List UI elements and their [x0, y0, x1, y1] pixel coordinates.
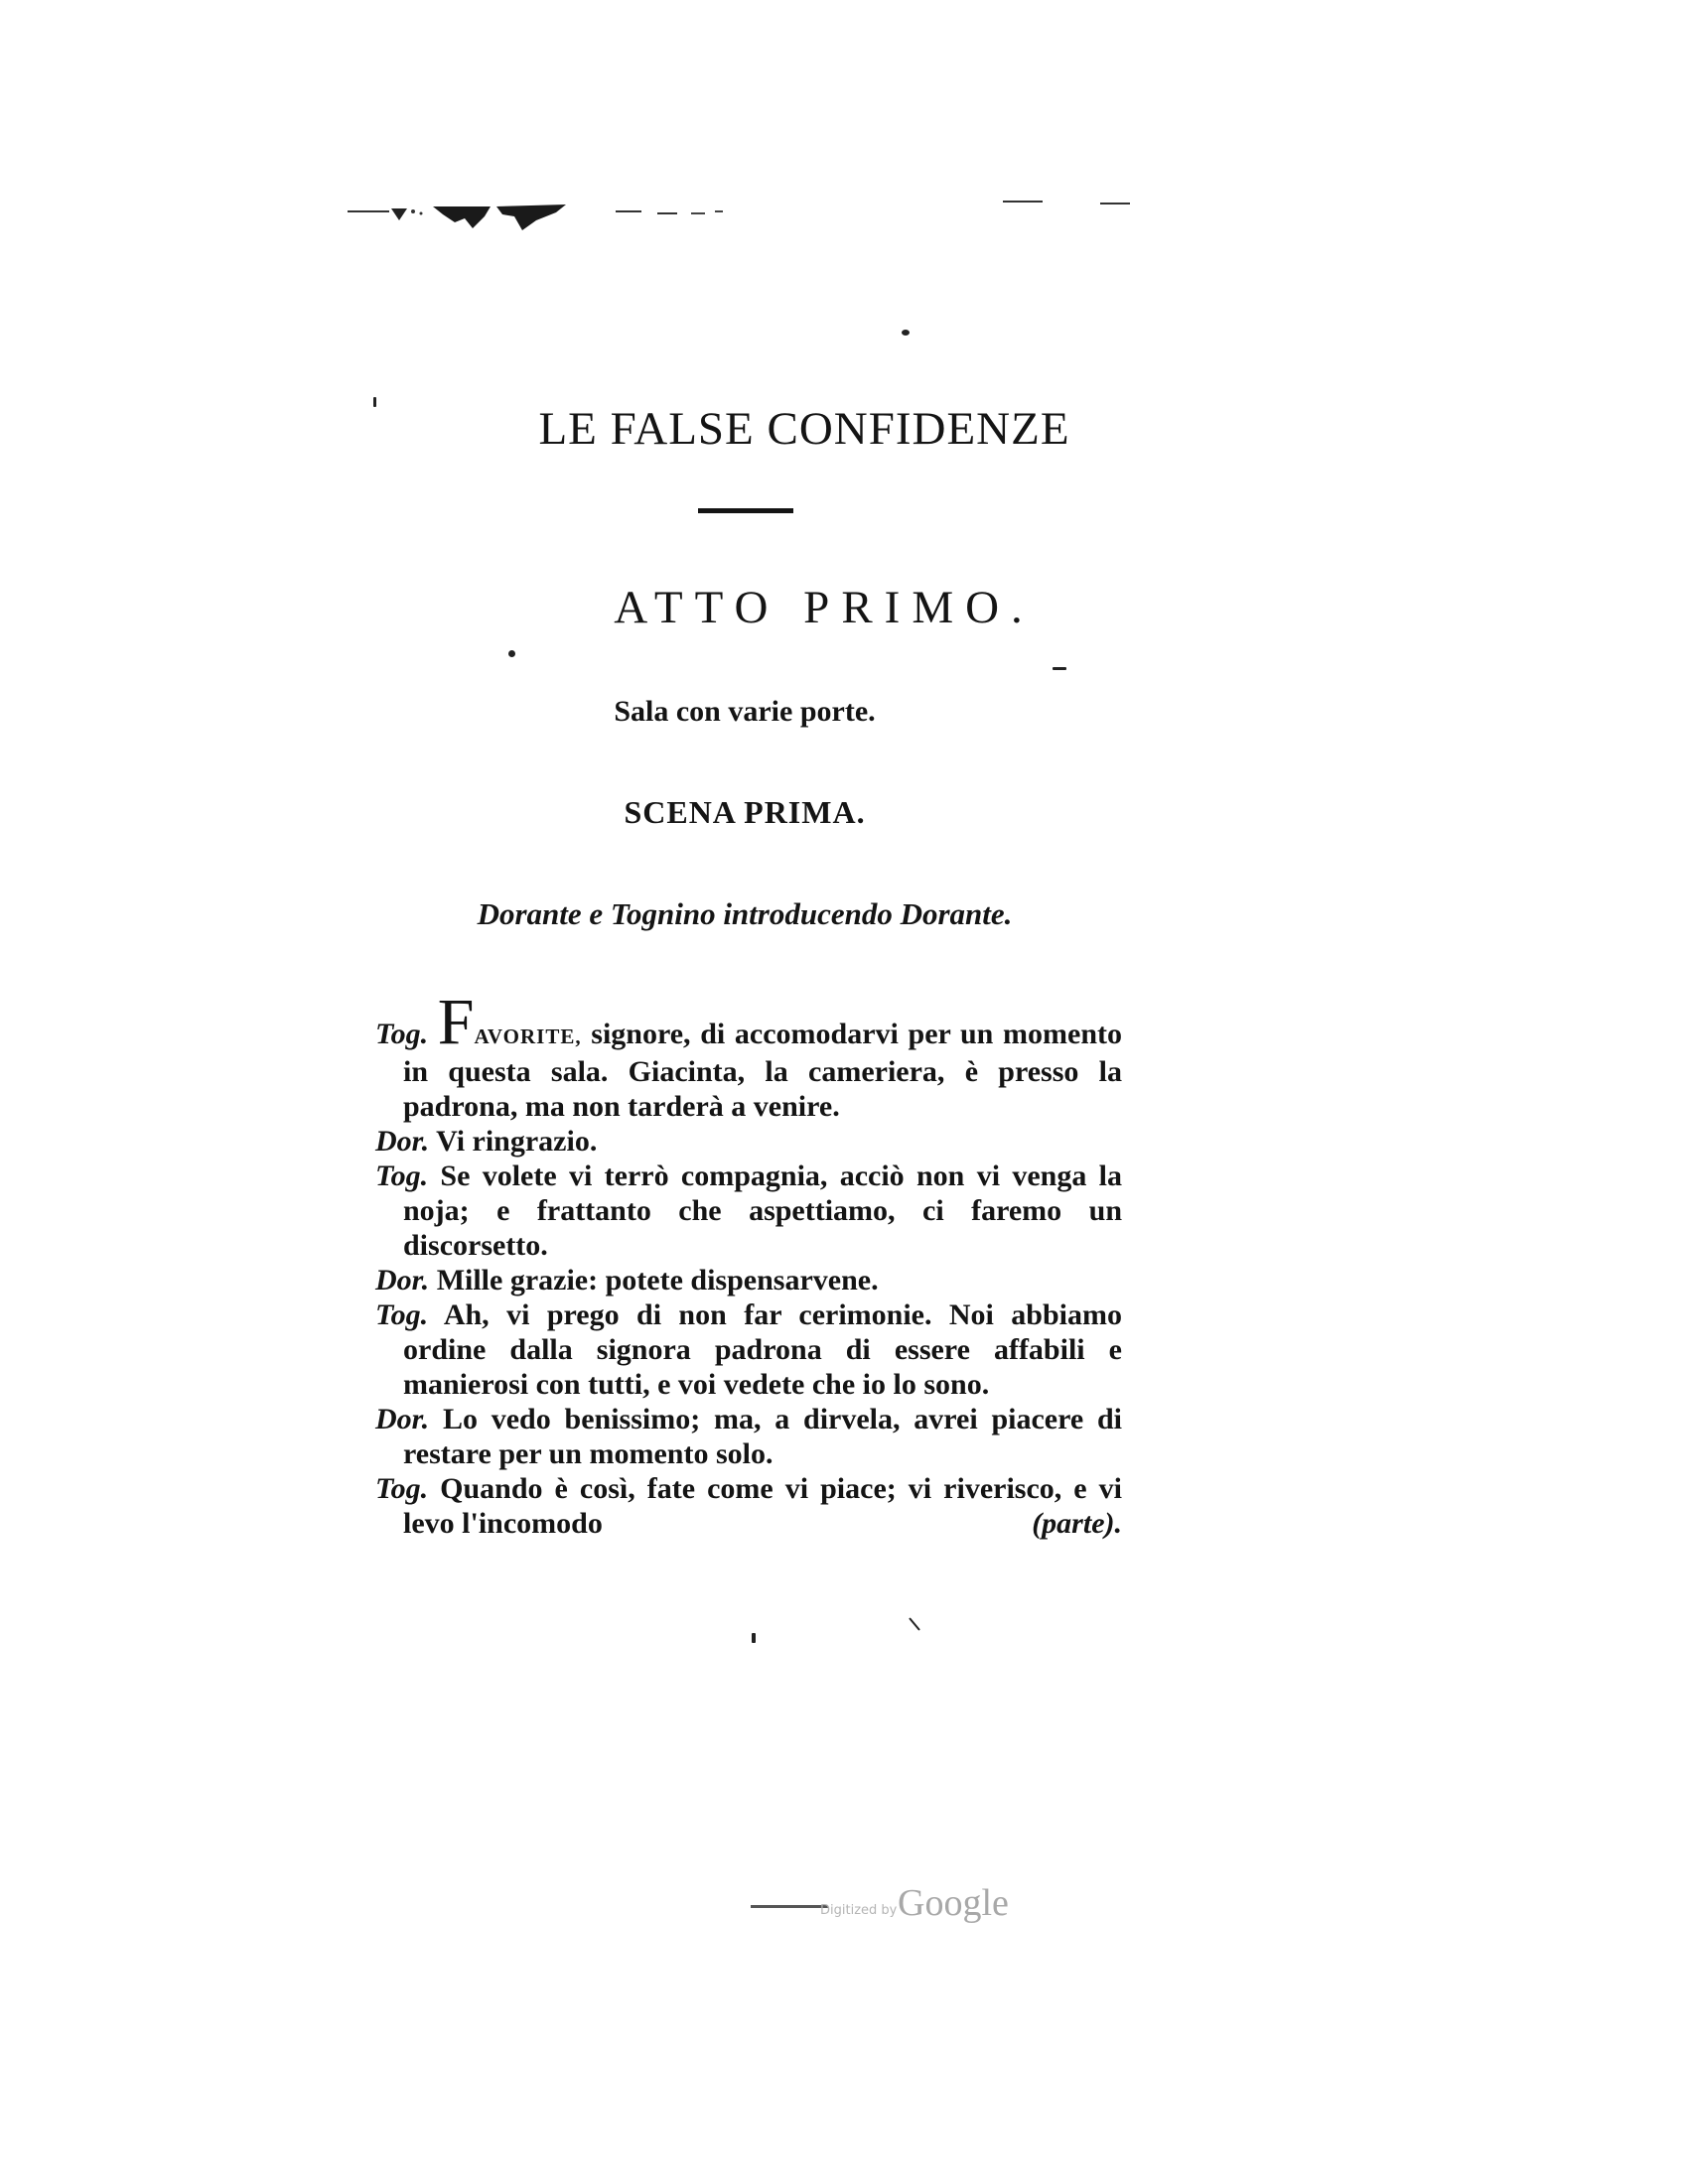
speaker-name: Dor.: [375, 1264, 430, 1297]
play-title: LE FALSE CONFIDENZE: [538, 403, 1070, 455]
ink-speck: [752, 1633, 756, 1643]
ink-speck: [1053, 667, 1066, 670]
speaker-name: Dor.: [375, 1125, 430, 1158]
speaker-name: Tog.: [375, 1298, 429, 1331]
dialogue-line: [375, 1471, 1122, 1541]
dialogue-text: Lo vedo benissimo; ma, a dirvela, avrei piacere di restare per un momento solo.: [403, 1403, 1122, 1470]
setting-line: Sala con varie porte.: [614, 695, 876, 728]
speaker-name: Tog.: [375, 1472, 429, 1505]
dialogue-line: [375, 1297, 1122, 1402]
dialogue-text: Vi ringrazio.: [429, 1125, 598, 1158]
dialogue-text: Se volete vi terrò compagnia, acciò non vi venga la noja; e frattanto che aspettiamo, ci faremo un discorsetto.: [403, 1160, 1122, 1262]
dialogue-text: Ah, vi prego di non far cerimonie. Noi abbiamo ordine dalla signora padrona di essere affabili e manierosi con tutti, e voi vedete che io lo sono.: [403, 1298, 1122, 1401]
dialogue-line: [375, 986, 1122, 1124]
ink-speck: [909, 1617, 920, 1631]
ink-speck: [508, 650, 515, 657]
dialogue-line: [375, 1124, 1122, 1159]
digitized-label: Digitized by: [820, 1903, 898, 1918]
dialogue-text: Quando è così, fate come vi piace; vi riverisco, e vi levo l'incomodo: [403, 1472, 1122, 1540]
dialogue-line: [375, 1263, 1122, 1297]
digitization-watermark: [751, 1881, 1049, 1931]
scene-heading: SCENA PRIMA.: [624, 794, 866, 830]
google-logo: Google: [898, 1882, 1009, 1924]
stage-direction: (parte).: [1032, 1507, 1122, 1540]
speaker-name: Dor.: [375, 1403, 430, 1435]
speaker-name: Tog.: [375, 1160, 429, 1192]
dialogue-text: Mille grazie: potete dispensarvene.: [429, 1264, 879, 1297]
drop-cap: F: [437, 986, 475, 1058]
ink-speck: [902, 330, 910, 336]
small-caps-word: AVORITE,: [474, 1024, 582, 1048]
footer-dash: [751, 1905, 828, 1908]
title-rule: [698, 508, 793, 513]
dialogue-block: [375, 986, 1122, 1541]
speaker-name: Tog.: [375, 1018, 429, 1050]
dialogue-line: [375, 1159, 1122, 1263]
dialogue-line: [375, 1402, 1122, 1471]
dialogue-text: signore, di accomodarvi per un momento in questa sala. Giacinta, la cameriera, è presso la padrona, ma non tarderà a venire.: [403, 1018, 1122, 1123]
act-heading: ATTO PRIMO.: [614, 582, 1035, 633]
header-ornament: [348, 195, 1142, 254]
characters-line: Dorante e Tognino introducendo Dorante.: [477, 896, 1013, 931]
